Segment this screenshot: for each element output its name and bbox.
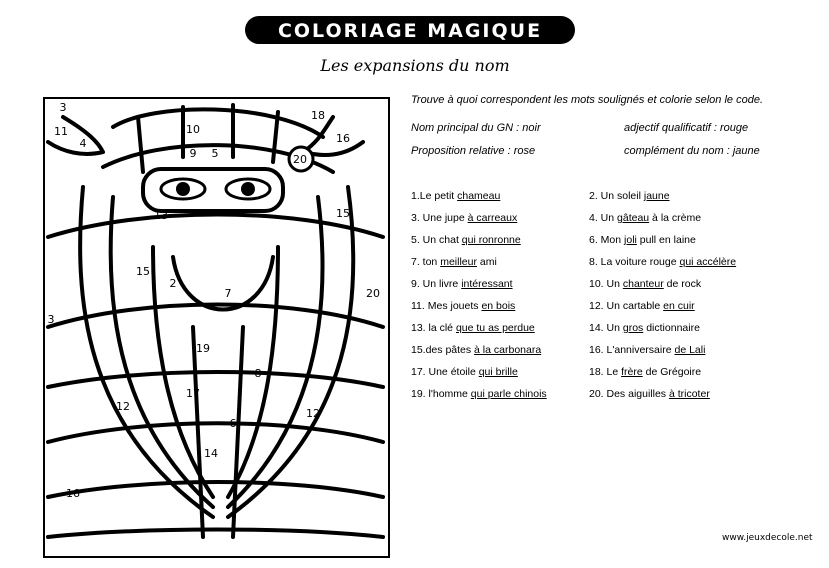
underlined-word: intéressant <box>461 278 513 290</box>
exercise-item <box>411 256 497 268</box>
item-text: à la crème <box>649 212 702 224</box>
item-text: 11. Mes jouets <box>411 300 482 312</box>
item-text: 5. Un chat <box>411 234 462 246</box>
item-text: ami <box>476 256 497 268</box>
underlined-word: de Lali <box>674 344 706 356</box>
region-number: 3 <box>59 101 67 114</box>
region-number: 16 <box>66 487 80 500</box>
underlined-word: chameau <box>457 190 501 202</box>
region-number: 8 <box>254 367 262 380</box>
exercise-item <box>411 322 535 334</box>
region-number: 9 <box>189 147 197 160</box>
region-number: 10 <box>186 123 200 136</box>
region-number: 17 <box>186 387 200 400</box>
region-number: 3 <box>47 313 55 326</box>
item-text: 12. Un cartable <box>589 300 664 312</box>
exercise-item <box>411 234 521 246</box>
underlined-word: gros <box>622 322 644 334</box>
exercise-item <box>589 366 701 378</box>
item-text: 4. Un <box>589 212 618 224</box>
title-logo <box>245 12 575 48</box>
region-number: 14 <box>204 447 218 460</box>
item-text: 1.Le petit <box>411 190 458 202</box>
title-text: COLORIAGE MAGIQUE <box>277 20 543 42</box>
exercise-item <box>411 278 513 290</box>
underlined-word: jaune <box>643 190 670 202</box>
code-complement-nom: complément du nom : jaune <box>624 145 760 157</box>
item-text: 15.des pâtes <box>411 344 475 356</box>
item-text: 16. L'anniversaire <box>589 344 675 356</box>
item-text: dictionnaire <box>643 322 700 334</box>
exercise-item <box>589 300 695 312</box>
region-number: 7 <box>224 287 232 300</box>
item-text: 17. Une étoile <box>411 366 479 378</box>
underlined-word: chanteur <box>622 278 664 290</box>
item-text: de Grégoire <box>642 366 702 378</box>
region-number: 4 <box>79 137 87 150</box>
region-number: 18 <box>311 109 325 122</box>
code-adjectif: adjectif qualificatif : rouge <box>624 122 749 134</box>
exercise-item <box>411 190 500 202</box>
exercise-item <box>411 300 515 312</box>
region-number: 6 <box>229 417 237 430</box>
exercise-item <box>589 344 705 356</box>
exercise-item <box>411 366 518 378</box>
exercise-item <box>589 322 700 334</box>
exercise-item <box>411 388 547 400</box>
underlined-word: à la carbonara <box>474 344 542 356</box>
underlined-word: à carreaux <box>467 212 518 224</box>
item-text: 6. Mon <box>589 234 625 246</box>
item-text: 10. Un <box>589 278 623 290</box>
exercise-item <box>411 344 541 356</box>
coloring-drawing <box>43 97 390 558</box>
exercise-item <box>589 212 701 224</box>
site-credit: www.jeuxdecole.net <box>722 533 813 543</box>
item-text: 20. Des aiguilles <box>589 388 669 400</box>
region-number: 5 <box>211 147 219 160</box>
item-text: 9. Un livre <box>411 278 462 290</box>
region-number: 15 <box>136 265 150 278</box>
underlined-word: qui ronronne <box>461 234 521 246</box>
underlined-word: que tu as perdue <box>455 322 535 334</box>
region-number: 16 <box>336 132 350 145</box>
region-number: 19 <box>196 342 210 355</box>
exercise-item <box>411 212 517 224</box>
underlined-word: qui parle chinois <box>470 388 547 400</box>
region-number: 12 <box>116 400 130 413</box>
item-text: 2. Un soleil <box>589 190 644 202</box>
underlined-word: qui brille <box>478 366 518 378</box>
item-text: 14. Un <box>589 322 623 334</box>
region-number: 13 <box>154 209 168 222</box>
exercise-item <box>589 234 696 246</box>
code-proposition-relative: Proposition relative : rose <box>411 145 536 157</box>
region-number: 12 <box>306 407 320 420</box>
exercise-item <box>589 388 710 400</box>
underlined-word: gâteau <box>617 212 650 224</box>
item-text: 13. la clé <box>411 322 456 334</box>
exercise-item <box>589 278 701 290</box>
item-text: de rock <box>663 278 702 290</box>
underlined-word: en cuir <box>663 300 695 312</box>
region-number: 20 <box>366 287 380 300</box>
underlined-word: frère <box>621 366 643 378</box>
item-text: 3. Une jupe <box>411 212 468 224</box>
region-number: 2 <box>169 277 177 290</box>
underlined-word: à tricoter <box>668 388 710 400</box>
underlined-word: joli <box>624 234 637 246</box>
code-nom-principal: Nom principal du GN : noir <box>411 122 541 134</box>
underlined-word: en bois <box>481 300 516 312</box>
item-text: pull en laine <box>636 234 696 246</box>
instructions: Trouve à quoi correspondent les mots soulignés et colorie selon le code. <box>411 94 763 106</box>
exercise-item <box>589 190 670 202</box>
item-text: 19. l'homme <box>411 388 471 400</box>
item-text: 18. Le <box>589 366 622 378</box>
item-text: 7. ton <box>411 256 441 268</box>
item-text: 8. La voiture rouge <box>589 256 680 268</box>
subtitle: Les expansions du nom <box>320 56 510 75</box>
exercise-item <box>589 256 736 268</box>
region-number: 20 <box>293 153 307 166</box>
region-number: 11 <box>54 125 68 138</box>
underlined-word: qui accélère <box>679 256 737 268</box>
underlined-word: meilleur <box>440 256 477 268</box>
region-number: 15 <box>336 207 350 220</box>
